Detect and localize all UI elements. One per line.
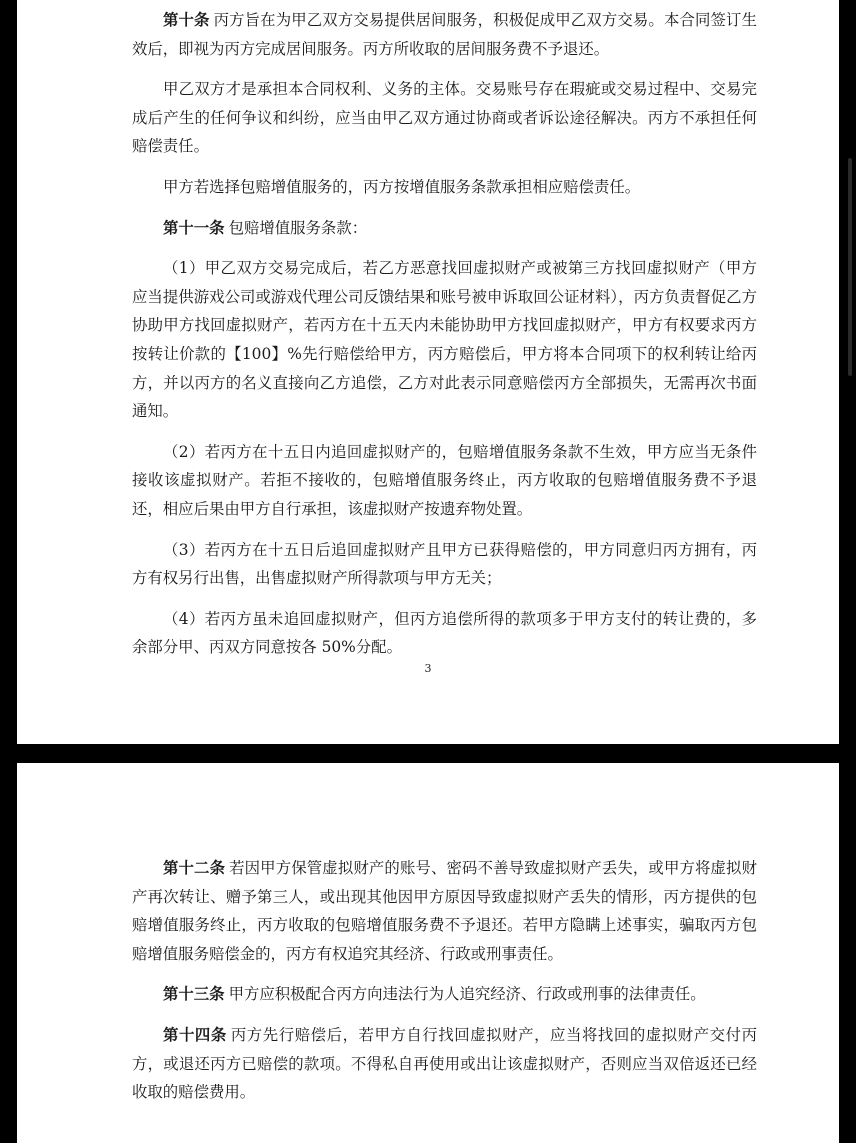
paragraph-text: 甲方若选择包赔增值服务的，丙方按增值服务条款承担相应赔偿责任。 <box>163 177 641 196</box>
clause-2 <box>132 438 757 524</box>
paragraph-text: 若因甲方保管虚拟财产的账号、密码不善导致虚拟财产丢失，或甲方将虚拟财产再次转让、赠予第三人，或出现其他因甲方原因导致虚拟财产丢失的情形，丙方提供的包赔增值服务终止，丙方收取的包赔增值服务费不予退还。若甲方隐瞒上述事实，骗取丙方包赔增值服务赔偿金的，丙方有权追究其经济、行政或刑事责任。 <box>132 859 757 963</box>
paragraph-text: 甲乙双方才是承担本合同权利、义务的主体。交易账号存在瑕疵或交易过程中、交易完成后产生的任何争议和纠纷，应当由甲乙双方通过协商或者诉讼途径解决。丙方不承担任何赔偿责任。 <box>132 80 757 156</box>
scrollbar-thumb[interactable] <box>848 158 852 376</box>
paragraph-text: （2）若丙方在十五日内追回虚拟财产的，包赔增值服务条款不生效，甲方应当无条件接收该虚拟财产。若拒不接收的，包赔增值服务终止，丙方收取的包赔增值服务费不予退还，相应后果由甲方自行承担，该虚拟财产按遗弃物处置。 <box>132 442 757 518</box>
paragraph-text: 包赔增值服务条款： <box>228 218 368 237</box>
article-label: 第十条 <box>163 11 210 29</box>
paragraph <box>132 173 757 202</box>
document-page-4 <box>17 763 839 1143</box>
paragraph <box>132 75 757 161</box>
paragraph-article-13 <box>132 980 757 1009</box>
document-page-3 <box>17 0 839 744</box>
paragraph-text: （3）若丙方在十五日后追回虚拟财产且甲方已获得赔偿的，甲方同意归丙方拥有，丙方有权另行出售，出售虚拟财产所得款项与甲方无关； <box>132 540 757 588</box>
article-label: 第十三条 <box>163 985 225 1004</box>
page-body <box>132 6 757 674</box>
clause-1 <box>132 254 757 426</box>
article-label: 第十一条 <box>163 218 225 237</box>
paragraph-article-10 <box>132 6 757 63</box>
paragraph-text: 甲方应积极配合丙方向违法行为人追究经济、行政或刑事的法律责任。 <box>228 985 706 1004</box>
paragraph-article-12 <box>132 854 757 968</box>
paragraph-text: 丙方旨在为甲乙双方交易提供居间服务，积极促成甲乙双方交易。本合同签订生效后，即视为丙方完成居间服务。丙方所收取的居间服务费不予退还。 <box>132 11 757 58</box>
paragraph-text: （4）若丙方虽未追回虚拟财产，但丙方追偿所得的款项多于甲方支付的转让费的，多余部分甲、丙双方同意按各 50%分配。 <box>132 609 757 657</box>
paragraph-text: （1）甲乙双方交易完成后，若乙方恶意找回虚拟财产或被第三方找回虚拟财产（甲方应当提供游戏公司或游戏代理公司反馈结果和账号被申诉取回公证材料），丙方负责督促乙方协助甲方找回虚拟财产，若丙方在十五天内未能协助甲方找回虚拟财产，甲方有权要求丙方按转让价款的【100】%先行赔偿给甲方，丙方赔偿后，甲方将本合同项下的权利转让给丙方，并以丙方的名义直接向乙方追偿，乙方对此表示同意赔偿丙方全部损失，无需再次书面通知。 <box>132 259 757 421</box>
paragraph-article-11 <box>132 214 757 243</box>
page-body <box>132 854 757 1119</box>
page-number: 3 <box>424 662 432 675</box>
paragraph-article-14 <box>132 1021 757 1107</box>
clause-3 <box>132 536 757 593</box>
clause-4 <box>132 605 757 662</box>
article-label: 第十二条 <box>163 859 226 877</box>
paragraph-text: 丙方先行赔偿后，若甲方自行找回虚拟财产，应当将找回的虚拟财产交付丙方，或退还丙方已赔偿的款项。不得私自再使用或出让该虚拟财产，否则应当双倍返还已经收取的赔偿费用。 <box>132 1025 757 1102</box>
article-label: 第十四条 <box>163 1025 227 1044</box>
